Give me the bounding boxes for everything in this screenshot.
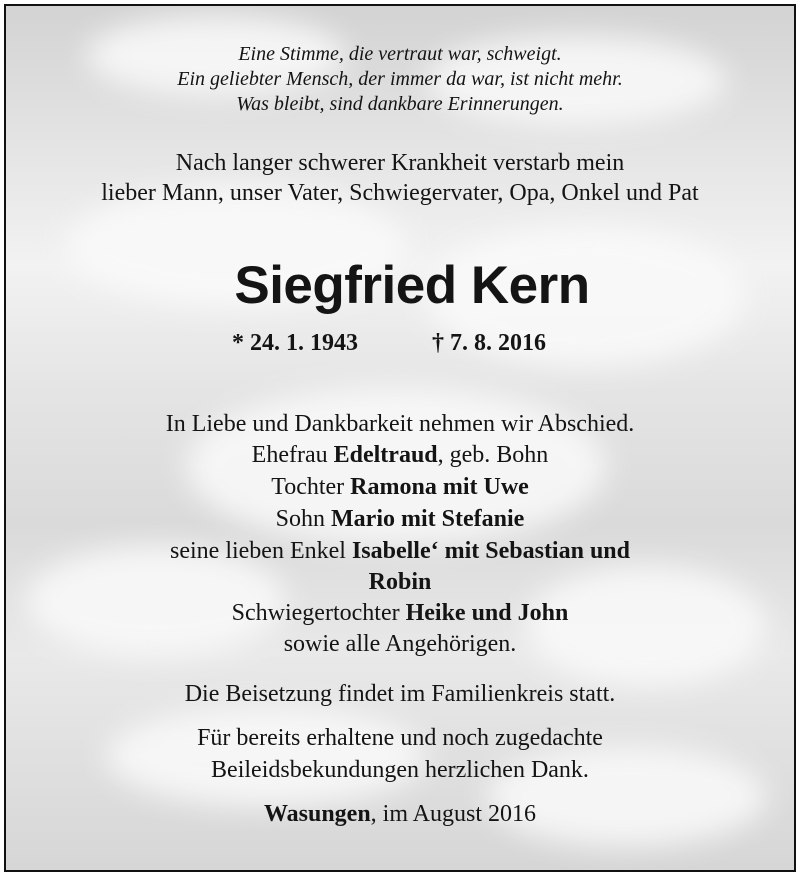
mourner-grandchildren-names-cont: Robin [368,569,432,595]
mourner-grandchildren-names: Isabelle‘ mit Sebastian und [351,538,630,564]
thanks-line-2: Beileidsbekundungen herzlichen Dank. [211,757,589,783]
birth-date: * 24. 1. 1943 [232,330,358,356]
mourner-grandchildren-cont [6,567,794,598]
mourner-wife-prefix: Ehefrau [251,442,334,468]
mourner-daughter-prefix: Tochter [271,474,351,500]
mourner-daughter-in-law [6,598,794,629]
relatives-line: sowie alle Angehörigen. [283,631,517,657]
mourner-wife [6,440,794,471]
mourner-son-prefix: Sohn [275,506,332,532]
mourner-grandchildren [6,536,794,567]
place-name: Wasungen [263,801,371,827]
intro-line-2: lieber Mann, unser Vater, Schwiegervater, Opa, Onkel und Pat [101,180,699,206]
mourner-wife-name: Edeltraud [333,442,438,468]
obituary-frame [4,4,796,872]
quote-line-1: Eine Stimme, die vertraut war, schweigt. [238,43,562,65]
quote-line-3: Was bleibt, sind dankbare Erinnerungen. [236,93,564,115]
mourner-son [6,504,794,535]
deceased-name: Siegfried Kern [234,256,590,315]
mourner-daughter [6,472,794,503]
death-date: † 7. 8. 2016 [432,330,546,356]
mourner-daughter-name: Ramona mit Uwe [350,474,529,500]
quote-line-2: Ein geliebter Mensch, der immer da war, ist nicht mehr. [177,68,623,90]
date-text: , im August 2016 [370,801,537,827]
mourner-wife-suffix: , geb. Bohn [437,442,549,468]
mourner-grandchildren-prefix: seine lieben Enkel [170,538,352,564]
farewell-line: In Liebe und Dankbarkeit nehmen wir Abschied. [165,411,635,437]
thanks-line-1: Für bereits erhaltene und noch zugedachte [197,725,603,751]
mourner-son-name: Mario mit Stefanie [331,506,525,532]
place-date [6,799,794,830]
funeral-notice: Die Beisetzung findet im Familienkreis statt. [184,681,616,707]
intro-line-1: Nach langer schwerer Krankheit verstarb mein [175,150,625,176]
mourner-daughter-in-law-prefix: Schwiegertochter [231,600,406,626]
mourner-daughter-in-law-name: Heike und John [405,600,569,626]
